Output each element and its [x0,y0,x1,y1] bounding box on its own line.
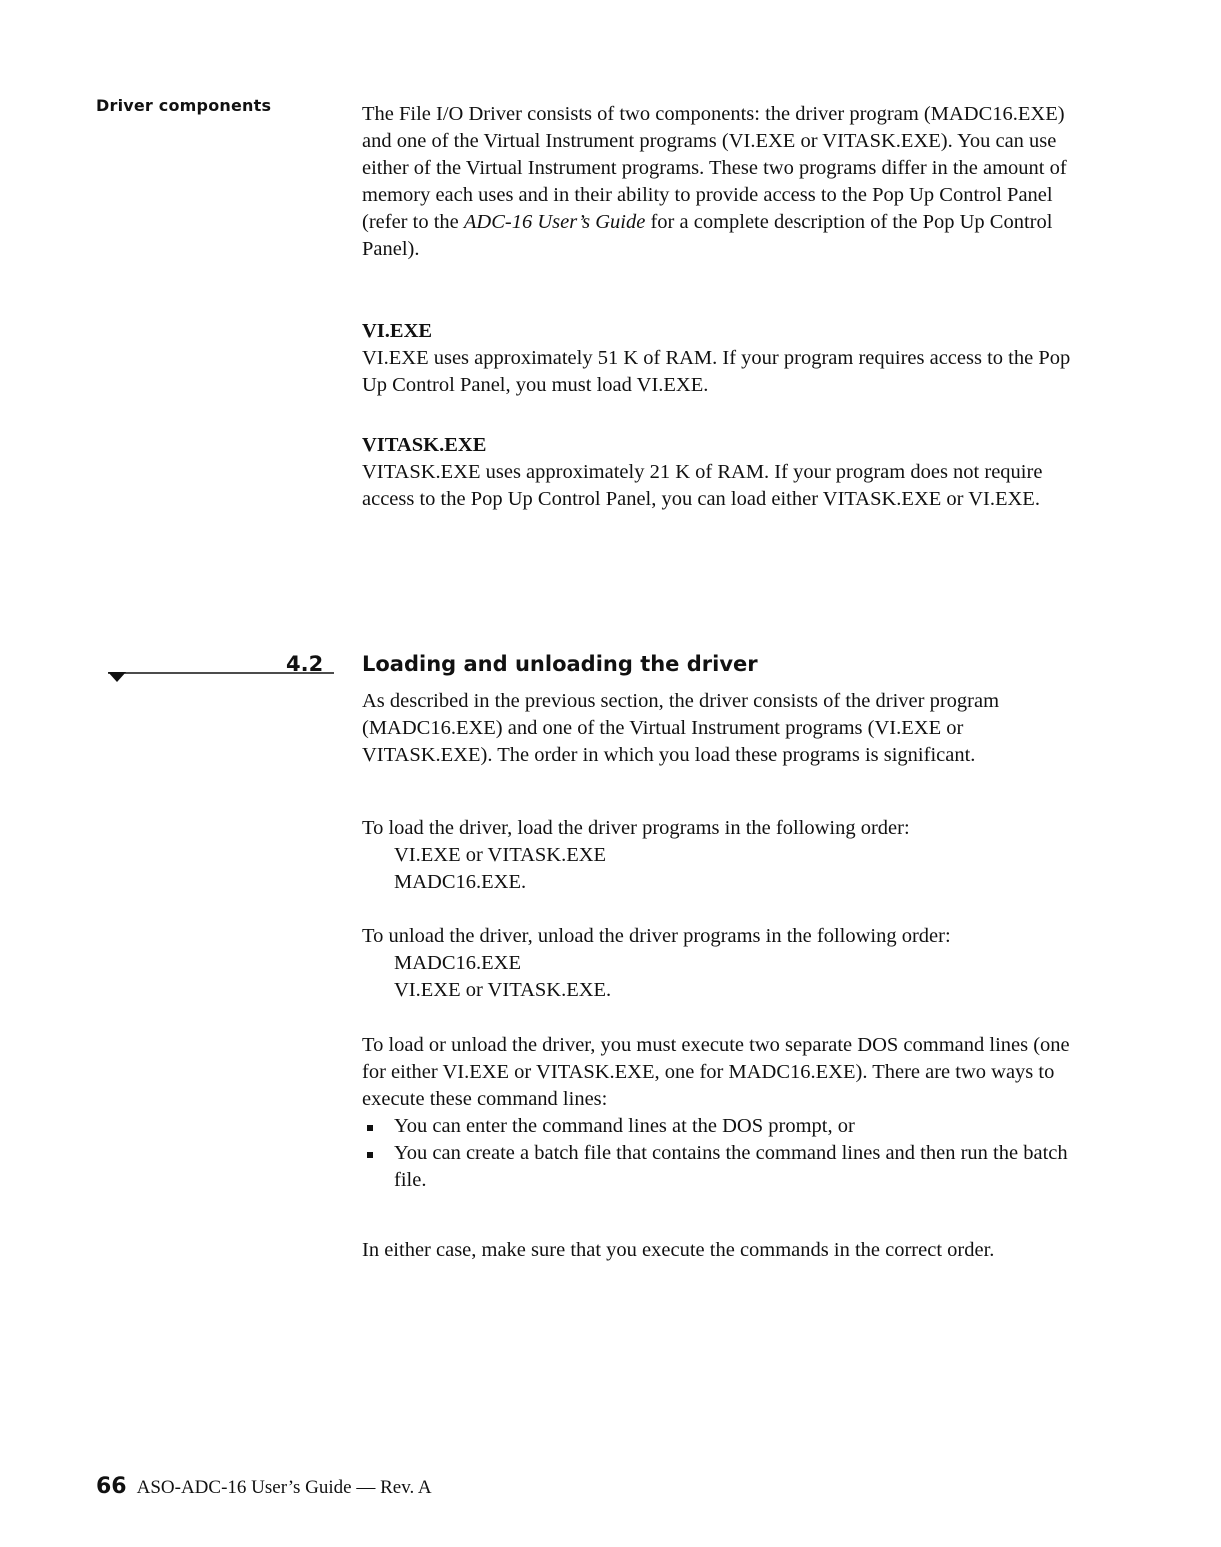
down-triangle-icon [108,672,126,682]
page-number: 66 [96,1474,127,1499]
closing-paragraph: In either case, make sure that you execute the commands in the correct order. [362,1239,995,1261]
load-order-block [362,815,1072,896]
dos-paragraph: To load or unload the driver, you must execute two separate DOS command lines (one for either VI.EXE or VITASK.EXE, one for MADC16.EXE). There are two ways to execute these command lines: [362,1034,1070,1110]
load-step: VI.EXE or VITASK.EXE [394,844,607,866]
vitask-exe-title: VITASK.EXE [362,434,487,456]
vitask-exe-block [362,432,1072,513]
intro-paragraph [362,101,1072,263]
vi-exe-body: VI.EXE uses approximately 51 K of RAM. If your program requires access to the Pop Up Control Panel, you must load VI.EXE. [362,347,1071,396]
vitask-exe-body: VITASK.EXE uses approximately 21 K of RAM. If your program does not require access to the Pop Up Control Panel, you can load either VITASK.EXE or VI.EXE. [362,461,1043,510]
unload-order-block [362,923,1072,1004]
section-para-1: As described in the previous section, the driver consists of the driver program (MADC16.EXE) and one of the Virtual Instrument programs (VI.EXE or VITASK.EXE). The order in which you load these programs is significant. [362,690,1000,766]
list-item: You can enter the command lines at the DOS prompt, or [362,1113,1072,1140]
method-list [362,1113,1072,1194]
section-title: Loading and unloading the driver [362,652,758,676]
load-intro: To load the driver, load the driver programs in the following order: [362,817,910,839]
page-footer [96,1474,432,1499]
unload-step: VI.EXE or VITASK.EXE. [394,979,612,1001]
unload-intro: To unload the driver, unload the driver programs in the following order: [362,925,951,947]
vi-exe-title: VI.EXE [362,320,433,342]
intro-text-start: The File I/O Driver consists of two components: the driver program (MADC16.EXE) and one of the Virtual Instrument programs (VI.EXE or VITASK.EXE). You can use either of the Virtual Instrument programs. These two programs differ in the amount of memory each uses and in their ability to provide access to the Pop Up Control Panel (refer to the [362,103,1067,233]
unload-step: MADC16.EXE [394,952,521,974]
footer-text: ASO-ADC-16 User’s Guide — Rev. A [136,1477,432,1498]
list-item: You can create a batch file that contains the command lines and then run the batch file. [362,1140,1072,1194]
vi-exe-block [362,318,1072,399]
guide-reference: ADC-16 User’s Guide [463,211,646,233]
sidebar-heading: Driver components [96,96,272,115]
dos-commands-block [362,1032,1072,1194]
load-step: MADC16.EXE. [394,871,527,893]
intro-text-end: for a complete description of the Pop Up Control Panel). [362,211,1053,260]
section-number: 4.2 [286,652,324,676]
